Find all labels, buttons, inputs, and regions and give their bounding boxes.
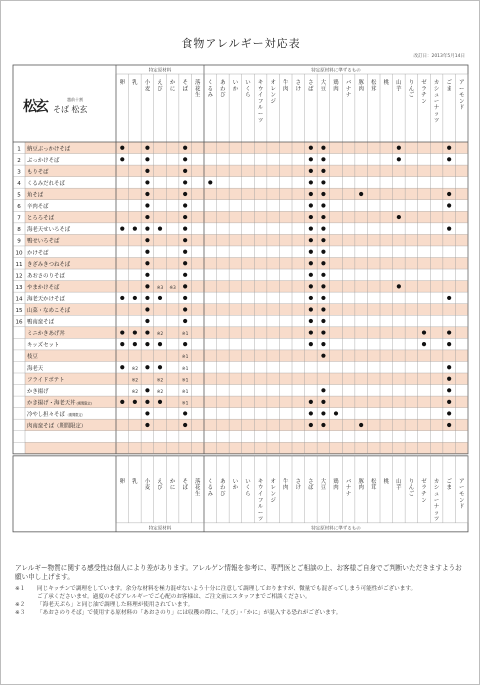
row-number: 6 <box>17 204 21 211</box>
allergen-header: えび <box>157 80 163 93</box>
allergen-dot <box>183 342 187 346</box>
allergen-dot <box>447 411 451 415</box>
allergen-dot <box>133 342 137 346</box>
allergen-dot <box>145 169 149 173</box>
note-text: 「あおさのりそば」で使用する原材料の「あおさのり」には収穫の際に、「えび」・「かに」が混入する恐れがございます。 <box>37 610 342 617</box>
menu-name: とろろそば <box>27 215 54 222</box>
allergen-dot <box>158 296 162 300</box>
allergen-dot <box>133 400 137 404</box>
allergen-header: 鶏肉 <box>333 478 339 492</box>
allergen-dot <box>309 192 313 196</box>
allergen-dot <box>309 319 313 323</box>
allergen-header: いくら <box>245 478 251 498</box>
allergen-dot <box>321 342 325 346</box>
allergen-header: さば <box>308 80 314 93</box>
note-line <box>15 585 467 593</box>
allergen-dot <box>321 284 325 288</box>
menu-name: ミニかきあげ丼 <box>27 331 65 338</box>
note-line <box>15 609 467 617</box>
allergen-dot <box>447 296 451 300</box>
menu-name: 納豆ぶっかけそば <box>27 146 71 153</box>
allergen-dot <box>309 342 313 346</box>
allergen-header: 豚肉 <box>358 80 364 93</box>
allergen-note: ※2 <box>131 366 139 372</box>
allergen-header: 松茸 <box>371 80 377 93</box>
allergen-header: アーモンド <box>459 80 465 112</box>
allergen-dot <box>145 342 149 346</box>
allergen-header: 落花生 <box>195 80 201 99</box>
menu-name: 海老天せいろそば <box>27 227 71 234</box>
group-header-specified: 特定原材料 <box>148 526 172 532</box>
allergen-dot <box>321 238 325 242</box>
allergen-dot <box>208 180 212 184</box>
allergen-dot <box>321 330 325 334</box>
allergen-dot <box>145 238 149 242</box>
allergen-dot <box>397 284 401 288</box>
allergen-header: いか <box>232 80 239 93</box>
allergen-dot <box>145 400 149 404</box>
allergen-note: ※1 <box>181 332 189 338</box>
allergen-dot <box>309 169 313 173</box>
row-shade <box>25 327 468 339</box>
menu-name: 辛肉そば <box>27 204 49 211</box>
allergen-dot <box>145 261 149 265</box>
allergen-header: 牛肉 <box>283 80 289 93</box>
allergen-header: いか <box>232 478 239 492</box>
allergen-header: さけ <box>295 478 301 492</box>
allergen-dot <box>447 342 451 346</box>
allergen-dot <box>145 250 149 254</box>
allergen-dot <box>309 400 313 404</box>
allergen-dot <box>158 365 162 369</box>
allergen-dot <box>321 296 325 300</box>
menu-name: くるみだれそば <box>27 180 65 187</box>
row-shade <box>25 258 468 270</box>
allergen-note: ※2 <box>131 389 139 395</box>
allergen-dot <box>321 388 325 392</box>
allergen-header: かに <box>169 478 176 492</box>
allergen-dot <box>183 146 187 150</box>
allergen-header: アーモンド <box>459 478 465 511</box>
allergen-dot <box>422 342 426 346</box>
allergen-dot <box>183 180 187 184</box>
allergen-dot <box>145 192 149 196</box>
row-shade <box>25 304 468 316</box>
allergen-dot <box>183 284 187 288</box>
allergen-dot <box>309 330 313 334</box>
row-shade <box>25 350 468 362</box>
allergen-dot <box>183 203 187 207</box>
allergen-dot <box>133 330 137 334</box>
allergen-dot <box>309 203 313 207</box>
note-line <box>15 593 467 601</box>
allergen-dot <box>321 250 325 254</box>
allergen-dot <box>321 423 325 427</box>
row-number: 7 <box>17 215 21 222</box>
note-text: ご了承くださいませ。過度のそばアレルギーでご心配のお客様は、ご注文前にスタッフまでご相談ください。 <box>37 594 311 601</box>
allergen-dot <box>321 319 325 323</box>
allergen-dot <box>321 203 325 207</box>
allergen-header: あわび <box>220 80 226 99</box>
allergen-dot <box>309 261 313 265</box>
allergen-dot <box>145 273 149 277</box>
row-number: 8 <box>17 227 21 234</box>
allergen-note: ※2 <box>156 389 164 395</box>
revision-date: 改訂日：2013年5月14日 <box>413 54 465 59</box>
allergen-header: そば <box>182 80 188 93</box>
allergen-dot <box>321 411 325 415</box>
row-shade <box>25 373 468 385</box>
allergen-dot <box>359 423 363 427</box>
allergen-header: 乳 <box>132 478 138 485</box>
allergen-dot <box>183 296 187 300</box>
allergen-note: ※3 <box>169 285 176 291</box>
allergen-header: 卵 <box>119 478 125 485</box>
allergen-dot <box>183 192 187 196</box>
allergen-header: 大豆 <box>320 478 327 492</box>
allergen-note: ※2 <box>156 378 164 384</box>
allergen-dot <box>321 157 325 161</box>
allergen-note: ※1 <box>181 378 189 384</box>
allergen-dot <box>120 296 124 300</box>
menu-name: かき揚げ・海老天丼(期間限定) <box>27 400 92 407</box>
allergen-dot <box>145 180 149 184</box>
allergen-header: 桃 <box>383 80 389 86</box>
menu-name: 山菜・なめこそば <box>27 308 71 315</box>
allergen-note: ※1 <box>181 366 189 372</box>
allergen-dot <box>309 146 313 150</box>
allergen-dot <box>397 146 401 150</box>
row-number: 11 <box>15 261 23 268</box>
allergen-note: ※1 <box>181 355 189 361</box>
menu-name: 海老天かけそば <box>27 296 65 303</box>
allergen-dot <box>447 330 451 334</box>
logo-name: そば 松玄 <box>53 105 88 114</box>
allergen-header: いくら <box>245 80 251 99</box>
allergen-header: バナナ <box>345 478 352 498</box>
row-shade <box>25 442 468 454</box>
note-mark: ※１ <box>15 586 26 593</box>
allergen-header: えび <box>157 478 163 492</box>
allergen-dot <box>158 227 162 231</box>
allergen-header: キウイフルーツ <box>257 80 264 124</box>
allergen-dot <box>321 261 325 265</box>
menu-name: ぶっかけそば <box>27 157 60 164</box>
allergen-dot <box>120 330 124 334</box>
allergen-note: ※1 <box>181 401 189 407</box>
allergen-header: さけ <box>295 80 301 93</box>
menu-name: 冷やし担々そば（期間限定） <box>27 411 85 418</box>
group-header-specified: 特定原材料 <box>148 68 172 74</box>
allergen-dot <box>447 157 451 161</box>
row-shade <box>25 142 468 154</box>
allergen-note: ※2 <box>156 332 164 338</box>
menu-name: もりそば <box>27 169 49 176</box>
allergen-dot <box>120 400 124 404</box>
allergen-dot <box>309 215 313 219</box>
logo-subtitle: 越前十割 <box>67 97 83 102</box>
allergen-dot <box>321 215 325 219</box>
row-number: 1 <box>17 146 21 153</box>
allergen-dot <box>397 215 401 219</box>
note-text: 「海老天ぷら」と同じ油で調理した料理が使用されています。 <box>37 602 194 609</box>
allergen-dot <box>397 157 401 161</box>
allergen-header: バナナ <box>345 80 352 99</box>
allergen-dot <box>321 180 325 184</box>
allergen-dot <box>145 215 149 219</box>
allergen-dot <box>309 296 313 300</box>
row-number: 3 <box>17 169 21 176</box>
allergen-header: 山芋 <box>396 478 402 492</box>
logo-mark: 玄 <box>35 99 49 115</box>
row-number: 15 <box>15 308 23 315</box>
allergen-dot <box>183 215 187 219</box>
menu-name: かき揚げ <box>27 388 49 395</box>
row-number: 10 <box>15 250 23 257</box>
allergen-dot <box>158 400 162 404</box>
allergen-header: 落花生 <box>195 478 201 498</box>
allergen-dot <box>447 400 451 404</box>
allergen-dot <box>183 169 187 173</box>
allergen-header: 小麦 <box>144 478 151 492</box>
row-number: 14 <box>15 296 23 303</box>
allergen-dot <box>447 203 451 207</box>
menu-name: 枝豆 <box>27 354 38 361</box>
allergen-header: あわび <box>220 478 226 498</box>
allergen-dot <box>447 377 451 381</box>
allergen-note: ※2 <box>131 378 139 384</box>
allergen-dot <box>309 284 313 288</box>
allergen-dot <box>183 319 187 323</box>
allergen-dot <box>309 411 313 415</box>
allergen-header: オレンジ <box>270 478 276 504</box>
note-mark: ※３ <box>15 610 26 617</box>
allergen-dot <box>334 411 338 415</box>
allergen-dot <box>309 227 313 231</box>
allergen-dot <box>321 146 325 150</box>
notes-section <box>15 564 467 617</box>
allergen-header: 松茸 <box>371 478 377 492</box>
allergen-header: オレンジ <box>270 80 276 105</box>
allergen-header: 桃 <box>383 478 389 485</box>
allergen-dot <box>145 146 149 150</box>
allergen-header: くるみ <box>207 80 213 99</box>
logo-mark: 松 <box>23 99 37 115</box>
row-number: 12 <box>15 273 23 280</box>
allergen-dot <box>145 365 149 369</box>
allergen-dot <box>183 423 187 427</box>
allergen-header: 乳 <box>132 80 138 86</box>
allergen-dot <box>120 365 124 369</box>
menu-name: 角そば <box>27 192 44 199</box>
note-mark <box>15 593 37 601</box>
menu-name: あおさのりそば <box>27 273 65 280</box>
allergen-dot <box>321 169 325 173</box>
row-number: 2 <box>17 157 21 164</box>
allergen-header: カシューナッツ <box>433 478 440 523</box>
allergen-header: かに <box>169 80 176 93</box>
allergen-dot <box>309 250 313 254</box>
allergen-header: 卵 <box>119 80 125 86</box>
notes-intro: アレルギー物質に関する感受性は個人により差があります。アレルゲン情報を参考に、専門医とご相談の上、お客様ご自身でご判断いただきますようお願い申し上げます。 <box>15 564 462 582</box>
allergen-dot <box>183 307 187 311</box>
allergen-header: 小麦 <box>144 80 151 93</box>
allergen-header: 山芋 <box>396 80 402 93</box>
allergen-dot <box>183 238 187 242</box>
allergen-dot <box>309 307 313 311</box>
allergen-dot <box>321 307 325 311</box>
row-shade <box>25 234 468 246</box>
allergen-dot <box>145 284 149 288</box>
row-shade <box>25 211 468 223</box>
allergen-header: さば <box>308 478 314 492</box>
row-number: 4 <box>17 180 21 187</box>
allergen-note: ※3 <box>156 285 164 291</box>
row-number: 9 <box>17 238 21 245</box>
footer-header-border <box>13 456 468 532</box>
allergen-dot <box>309 273 313 277</box>
allergen-header: カシューナッツ <box>433 80 440 124</box>
group-header-recommended: 特定原材料に準ずるもの <box>311 68 361 74</box>
allergen-dot <box>133 296 137 300</box>
page-title: 食物アレルギー対応表 <box>181 37 301 50</box>
row-shade <box>25 165 468 177</box>
allergen-dot <box>133 227 137 231</box>
allergen-header: 鶏肉 <box>333 80 339 93</box>
allergen-dot <box>359 192 363 196</box>
allergen-dot <box>183 227 187 231</box>
allergen-dot <box>447 423 451 427</box>
allergen-dot <box>447 192 451 196</box>
allergen-dot <box>321 354 325 358</box>
allergen-dot <box>183 250 187 254</box>
allergen-dot <box>183 157 187 161</box>
allergen-dot <box>145 227 149 231</box>
allergen-dot <box>321 273 325 277</box>
allergen-note: ※1 <box>181 389 189 395</box>
row-number: 5 <box>17 192 21 199</box>
allergen-header: 大豆 <box>320 80 327 93</box>
allergen-dot <box>309 423 313 427</box>
menu-name: 鴨南蛮そば <box>27 319 54 326</box>
allergen-dot <box>145 388 149 392</box>
allergen-dot <box>183 261 187 265</box>
allergen-dot <box>120 227 124 231</box>
note-mark: ※２ <box>15 602 26 609</box>
allergen-dot <box>145 203 149 207</box>
menu-name: 肉南蛮そば（期間限定） <box>27 423 87 430</box>
allergen-dot <box>158 342 162 346</box>
allergen-dot <box>321 400 325 404</box>
allergy-table <box>1 1 480 561</box>
group-header-recommended: 特定原材料に準ずるもの <box>311 526 361 532</box>
allergen-dot <box>321 227 325 231</box>
allergen-dot <box>145 330 149 334</box>
allergen-dot <box>183 411 187 415</box>
allergen-dot <box>447 146 451 150</box>
allergen-header: 牛肉 <box>283 478 289 492</box>
allergen-dot <box>120 342 124 346</box>
menu-name: かけそば <box>27 250 49 257</box>
row-shade <box>25 281 468 293</box>
note-text: 同じキッチンで調理をしています。余分な材料を極力混ぜないよう十分に注意して調理しておりますが、微量でも混ざってしまう可能性がございます。 <box>37 586 417 593</box>
allergen-dot <box>321 192 325 196</box>
allergen-header: ごま <box>446 80 452 93</box>
allergen-dot <box>309 157 313 161</box>
allergen-dot <box>447 365 451 369</box>
allergen-dot <box>120 157 124 161</box>
allergen-dot <box>422 330 426 334</box>
allergen-dot <box>447 388 451 392</box>
allergen-dot <box>145 411 149 415</box>
allergen-header: ゼラチン <box>421 80 427 105</box>
allergen-header: りんご <box>408 80 415 99</box>
allergen-header: ゼラチン <box>421 478 427 504</box>
allergen-header: キウイフルーツ <box>257 478 264 523</box>
row-shade <box>25 419 468 431</box>
allergen-dot <box>145 296 149 300</box>
menu-name: 海老天 <box>27 365 44 372</box>
allergen-header: くるみ <box>207 478 213 498</box>
menu-name: やまかけそば <box>27 284 60 291</box>
allergen-dot <box>145 307 149 311</box>
allergen-dot <box>447 227 451 231</box>
row-number: 16 <box>15 319 23 326</box>
allergen-dot <box>145 157 149 161</box>
allergen-header: そば <box>182 478 188 492</box>
allergen-header: りんご <box>408 478 415 498</box>
allergen-header: ごま <box>446 478 452 492</box>
menu-name: きざみきつねそば <box>27 261 71 268</box>
allergen-dot <box>145 319 149 323</box>
row-number: 13 <box>15 284 23 291</box>
menu-name: フライドポテト <box>27 377 65 384</box>
allergen-dot <box>183 273 187 277</box>
allergen-dot <box>120 146 124 150</box>
allergen-dot <box>145 423 149 427</box>
menu-name: 鴨せいろそば <box>27 238 60 245</box>
note-line <box>15 601 467 609</box>
menu-name: キッズセット <box>27 342 60 349</box>
allergen-dot <box>309 180 313 184</box>
allergen-dot <box>309 238 313 242</box>
row-shade <box>25 188 468 200</box>
allergen-header: 豚肉 <box>358 478 364 492</box>
